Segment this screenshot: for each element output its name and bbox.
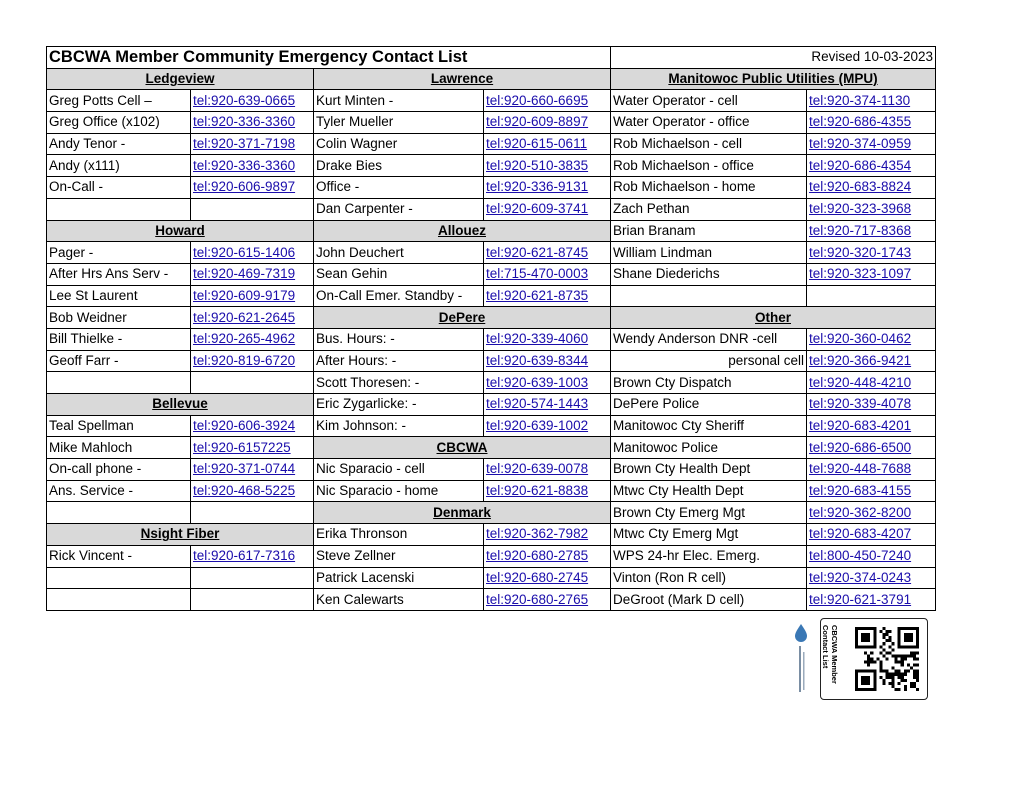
phone-cell xyxy=(807,459,936,481)
contact-name: Greg Office (x102) xyxy=(47,112,191,134)
contact-name: Ans. Service - xyxy=(47,480,191,502)
phone-link[interactable]: tel:920-717-8368 xyxy=(809,222,912,238)
phone-cell xyxy=(807,480,936,502)
qr-card-label: CBCWA Member Contact List xyxy=(821,625,839,684)
phone-cell xyxy=(807,220,936,242)
section-header: Howard xyxy=(47,220,314,242)
contact-table xyxy=(46,46,936,611)
phone-link[interactable]: tel:920-339-4060 xyxy=(486,331,589,347)
phone-cell xyxy=(807,242,936,264)
contact-name: WPS 24-hr Elec. Emerg. xyxy=(611,545,807,567)
contact-name: Sean Gehin xyxy=(314,263,484,285)
phone-link[interactable]: tel:920-621-8838 xyxy=(486,483,589,499)
contact-name: Rob Michaelson - home xyxy=(611,177,807,199)
phone-cell xyxy=(191,328,314,350)
phone-link[interactable]: tel:920-371-0744 xyxy=(193,461,296,477)
phone-cell xyxy=(484,415,611,437)
phone-cell xyxy=(807,394,936,416)
section-header: Bellevue xyxy=(47,394,314,416)
section-header: DePere xyxy=(314,307,611,329)
phone-cell xyxy=(807,112,936,134)
contact-name: Steve Zellner xyxy=(314,545,484,567)
phone-cell xyxy=(484,155,611,177)
contact-name: Brian Branam xyxy=(611,220,807,242)
contact-name: Erika Thronson xyxy=(314,524,484,546)
empty-cell xyxy=(191,198,314,220)
empty-cell xyxy=(611,285,807,307)
contact-name: Teal Spellman xyxy=(47,415,191,437)
phone-cell xyxy=(191,285,314,307)
phone-cell xyxy=(191,415,314,437)
phone-cell xyxy=(191,350,314,372)
contact-name: Water Operator - office xyxy=(611,112,807,134)
phone-link[interactable]: tel:920-680-2785 xyxy=(486,548,589,564)
phone-cell xyxy=(191,133,314,155)
contact-name: Zach Pethan xyxy=(611,198,807,220)
phone-link[interactable]: tel:920-680-2745 xyxy=(486,569,589,585)
contact-name: Ken Calewarts xyxy=(314,589,484,611)
phone-cell xyxy=(807,502,936,524)
phone-link[interactable]: tel:920-660-6695 xyxy=(486,92,589,108)
phone-link[interactable]: tel:920-609-9179 xyxy=(193,287,296,303)
section-header: Allouez xyxy=(314,220,611,242)
table-row xyxy=(47,112,936,134)
phone-cell xyxy=(807,328,936,350)
contact-name: Geoff Farr - xyxy=(47,350,191,372)
table-row xyxy=(47,350,936,372)
contact-name: John Deuchert xyxy=(314,242,484,264)
phone-link[interactable]: tel:920-320-1743 xyxy=(809,244,912,260)
table-row xyxy=(47,155,936,177)
contact-name: On-Call Emer. Standby - xyxy=(314,285,484,307)
phone-cell xyxy=(191,90,314,112)
contact-name: personal cell xyxy=(611,350,807,372)
phone-cell xyxy=(484,480,611,502)
contact-name: Brown Cty Dispatch xyxy=(611,372,807,394)
phone-link[interactable]: tel:920-362-7982 xyxy=(486,526,589,542)
phone-cell xyxy=(484,459,611,481)
empty-cell xyxy=(807,285,936,307)
contact-name: Pager - xyxy=(47,242,191,264)
contact-name: Nic Sparacio - home xyxy=(314,480,484,502)
table-row xyxy=(47,372,936,394)
phone-link[interactable]: tel:920-6157225 xyxy=(193,439,291,455)
phone-link[interactable]: tel:920-362-8200 xyxy=(809,504,912,520)
phone-cell xyxy=(807,155,936,177)
contact-name: Vinton (Ron R cell) xyxy=(611,567,807,589)
phone-cell xyxy=(484,394,611,416)
phone-cell xyxy=(807,372,936,394)
contact-name: Tyler Mueller xyxy=(314,112,484,134)
phone-link[interactable]: tel:920-621-8735 xyxy=(486,287,589,303)
phone-link[interactable]: tel:920-621-3791 xyxy=(809,591,912,607)
contact-name: Bill Thielke - xyxy=(47,328,191,350)
table-row xyxy=(47,589,936,611)
phone-cell xyxy=(191,459,314,481)
phone-cell xyxy=(191,177,314,199)
phone-cell xyxy=(484,242,611,264)
phone-cell xyxy=(807,90,936,112)
phone-link[interactable]: tel:920-448-7688 xyxy=(809,461,912,477)
phone-cell xyxy=(484,177,611,199)
contact-name: Brown Cty Health Dept xyxy=(611,459,807,481)
section-header: Other xyxy=(611,307,936,329)
phone-link[interactable]: tel:920-468-5225 xyxy=(193,483,296,499)
phone-cell xyxy=(191,112,314,134)
table-row xyxy=(47,242,936,264)
contact-name: After Hrs Ans Serv - xyxy=(47,263,191,285)
phone-cell xyxy=(484,372,611,394)
phone-link[interactable]: tel:920-621-8745 xyxy=(486,244,589,260)
phone-cell xyxy=(807,263,936,285)
contact-name: Rick Vincent - xyxy=(47,545,191,567)
contact-name: Mike Mahloch xyxy=(47,437,191,459)
water-authority-logo-icon xyxy=(790,622,812,696)
revised-date: Revised 10-03-2023 xyxy=(611,47,936,69)
contact-name: DeGroot (Mark D cell) xyxy=(611,589,807,611)
phone-link[interactable]: tel:920-606-9897 xyxy=(193,179,296,195)
table-row xyxy=(47,480,936,502)
phone-cell xyxy=(191,437,314,459)
contact-name: Eric Zygarlicke: - xyxy=(314,394,484,416)
phone-cell xyxy=(484,285,611,307)
contact-name: Rob Michaelson - cell xyxy=(611,133,807,155)
phone-link[interactable]: tel:920-371-7198 xyxy=(193,136,296,152)
phone-cell xyxy=(807,350,936,372)
phone-link[interactable]: tel:920-360-0462 xyxy=(809,331,912,347)
phone-link[interactable]: tel:920-265-4962 xyxy=(193,331,296,347)
contact-name: Kurt Minten - xyxy=(314,90,484,112)
phone-cell xyxy=(807,567,936,589)
qr-card-area xyxy=(790,618,930,700)
phone-cell xyxy=(807,589,936,611)
table-row xyxy=(47,68,936,90)
table-row xyxy=(47,133,936,155)
phone-cell xyxy=(191,242,314,264)
contact-name: Wendy Anderson DNR -cell xyxy=(611,328,807,350)
phone-link[interactable]: tel:920-339-4078 xyxy=(809,396,912,412)
contact-name: Greg Potts Cell – xyxy=(47,90,191,112)
phone-cell xyxy=(191,155,314,177)
phone-link[interactable]: tel:920-366-9421 xyxy=(809,352,912,368)
table-row xyxy=(47,285,936,307)
phone-cell xyxy=(191,263,314,285)
phone-cell xyxy=(484,90,611,112)
contact-name: Lee St Laurent xyxy=(47,285,191,307)
contact-name: DePere Police xyxy=(611,394,807,416)
contact-name: Manitowoc Cty Sheriff xyxy=(611,415,807,437)
table-row xyxy=(47,394,936,416)
phone-cell xyxy=(807,437,936,459)
phone-cell xyxy=(484,567,611,589)
phone-link[interactable]: tel:920-374-0243 xyxy=(809,569,912,585)
phone-link[interactable]: tel:920-606-3924 xyxy=(193,418,296,434)
contact-name: Brown Cty Emerg Mgt xyxy=(611,502,807,524)
table-row xyxy=(47,502,936,524)
contact-name: On-Call - xyxy=(47,177,191,199)
phone-link[interactable]: tel:800-450-7240 xyxy=(809,548,912,564)
phone-link[interactable]: tel:920-639-0665 xyxy=(193,92,296,108)
phone-link[interactable]: tel:715-470-0003 xyxy=(486,266,589,282)
phone-link[interactable]: tel:920-639-0078 xyxy=(486,461,589,477)
qr-code-icon[interactable] xyxy=(855,627,919,691)
phone-link[interactable]: tel:920-609-3741 xyxy=(486,201,589,217)
phone-link[interactable]: tel:920-639-1002 xyxy=(486,418,589,434)
phone-cell xyxy=(484,133,611,155)
section-header: Denmark xyxy=(314,502,611,524)
phone-cell xyxy=(484,328,611,350)
phone-link[interactable]: tel:920-374-1130 xyxy=(809,92,911,108)
phone-link[interactable]: tel:920-680-2765 xyxy=(486,591,589,607)
phone-cell xyxy=(807,524,936,546)
table-row xyxy=(47,459,936,481)
table-row xyxy=(47,328,936,350)
phone-link[interactable]: tel:920-469-7319 xyxy=(193,266,296,282)
section-header: Nsight Fiber xyxy=(47,524,314,546)
phone-link[interactable]: tel:920-683-4207 xyxy=(809,526,912,542)
phone-link[interactable]: tel:920-621-2645 xyxy=(193,309,296,325)
contact-name: Bob Weidner xyxy=(47,307,191,329)
phone-link[interactable]: tel:920-510-3835 xyxy=(486,157,589,173)
contact-name: Manitowoc Police xyxy=(611,437,807,459)
phone-cell xyxy=(807,198,936,220)
phone-link[interactable]: tel:920-336-3360 xyxy=(193,114,296,130)
phone-link[interactable]: tel:920-617-7316 xyxy=(193,548,296,564)
table-row xyxy=(47,524,936,546)
qr-card[interactable] xyxy=(820,618,928,700)
contact-name: After Hours: - xyxy=(314,350,484,372)
empty-cell xyxy=(47,198,191,220)
phone-cell xyxy=(484,112,611,134)
section-header: Manitowoc Public Utilities (MPU) xyxy=(611,68,936,90)
empty-cell xyxy=(47,589,191,611)
table-row xyxy=(47,415,936,437)
table-row xyxy=(47,263,936,285)
contact-name: Kim Johnson: - xyxy=(314,415,484,437)
phone-link[interactable]: tel:920-639-1003 xyxy=(486,374,589,390)
table-row xyxy=(47,567,936,589)
phone-link[interactable]: tel:920-574-1443 xyxy=(486,396,589,412)
phone-link[interactable]: tel:920-686-6500 xyxy=(809,439,912,455)
empty-cell xyxy=(47,372,191,394)
phone-link[interactable]: tel:920-374-0959 xyxy=(809,136,912,152)
contact-name: Dan Carpenter - xyxy=(314,198,484,220)
contact-name: Patrick Lacenski xyxy=(314,567,484,589)
section-header: Lawrence xyxy=(314,68,611,90)
phone-cell xyxy=(191,307,314,329)
table-row xyxy=(47,307,936,329)
phone-link[interactable]: tel:920-336-9131 xyxy=(486,179,589,195)
contact-name: Scott Thoresen: - xyxy=(314,372,484,394)
empty-cell xyxy=(191,589,314,611)
phone-link[interactable]: tel:920-448-4210 xyxy=(809,374,912,390)
phone-cell xyxy=(191,480,314,502)
phone-link[interactable]: tel:920-615-1406 xyxy=(193,244,296,260)
phone-cell xyxy=(807,545,936,567)
phone-link[interactable]: tel:920-819-6720 xyxy=(193,352,296,368)
table-row xyxy=(47,90,936,112)
contact-name: Andy (x111) xyxy=(47,155,191,177)
phone-cell xyxy=(484,198,611,220)
contact-name: Office - xyxy=(314,177,484,199)
phone-link[interactable]: tel:920-683-4155 xyxy=(809,483,912,499)
phone-link[interactable]: tel:920-323-3968 xyxy=(809,201,912,217)
phone-cell xyxy=(807,415,936,437)
empty-cell xyxy=(47,567,191,589)
phone-link[interactable]: tel:920-683-8824 xyxy=(809,179,912,195)
table-row xyxy=(47,198,936,220)
contact-name: William Lindman xyxy=(611,242,807,264)
contact-name: Bus. Hours: - xyxy=(314,328,484,350)
contact-name: Drake Bies xyxy=(314,155,484,177)
phone-link[interactable]: tel:920-686-4354 xyxy=(809,157,912,173)
section-header: Ledgeview xyxy=(47,68,314,90)
phone-link[interactable]: tel:920-609-8897 xyxy=(486,114,589,130)
contact-name: Mtwc Cty Emerg Mgt xyxy=(611,524,807,546)
table-row xyxy=(47,177,936,199)
phone-cell xyxy=(484,524,611,546)
phone-link[interactable]: tel:920-686-4355 xyxy=(809,114,912,130)
section-header: CBCWA xyxy=(314,437,611,459)
contact-name: Shane Diederichs xyxy=(611,263,807,285)
empty-cell xyxy=(191,567,314,589)
contact-name: Andy Tenor - xyxy=(47,133,191,155)
contact-name: Mtwc Cty Health Dept xyxy=(611,480,807,502)
contact-name: Rob Michaelson - office xyxy=(611,155,807,177)
phone-link[interactable]: tel:920-639-8344 xyxy=(486,352,589,368)
phone-cell xyxy=(807,133,936,155)
contact-name: On-call phone - xyxy=(47,459,191,481)
title-row xyxy=(47,47,936,69)
phone-cell xyxy=(484,350,611,372)
table-row xyxy=(47,545,936,567)
phone-link[interactable]: tel:920-615-0611 xyxy=(486,136,588,152)
phone-link[interactable]: tel:920-323-1097 xyxy=(809,266,912,282)
empty-cell xyxy=(47,502,191,524)
phone-cell xyxy=(484,263,611,285)
contact-name: Nic Sparacio - cell xyxy=(314,459,484,481)
contact-name: Water Operator - cell xyxy=(611,90,807,112)
phone-cell xyxy=(484,545,611,567)
empty-cell xyxy=(191,502,314,524)
contact-name: Colin Wagner xyxy=(314,133,484,155)
phone-link[interactable]: tel:920-336-3360 xyxy=(193,157,296,173)
page-title: CBCWA Member Community Emergency Contact List xyxy=(47,47,611,69)
empty-cell xyxy=(191,372,314,394)
table-row xyxy=(47,437,936,459)
phone-cell xyxy=(807,177,936,199)
phone-cell xyxy=(191,545,314,567)
phone-cell xyxy=(484,589,611,611)
phone-link[interactable]: tel:920-683-4201 xyxy=(809,418,912,434)
table-row xyxy=(47,220,936,242)
